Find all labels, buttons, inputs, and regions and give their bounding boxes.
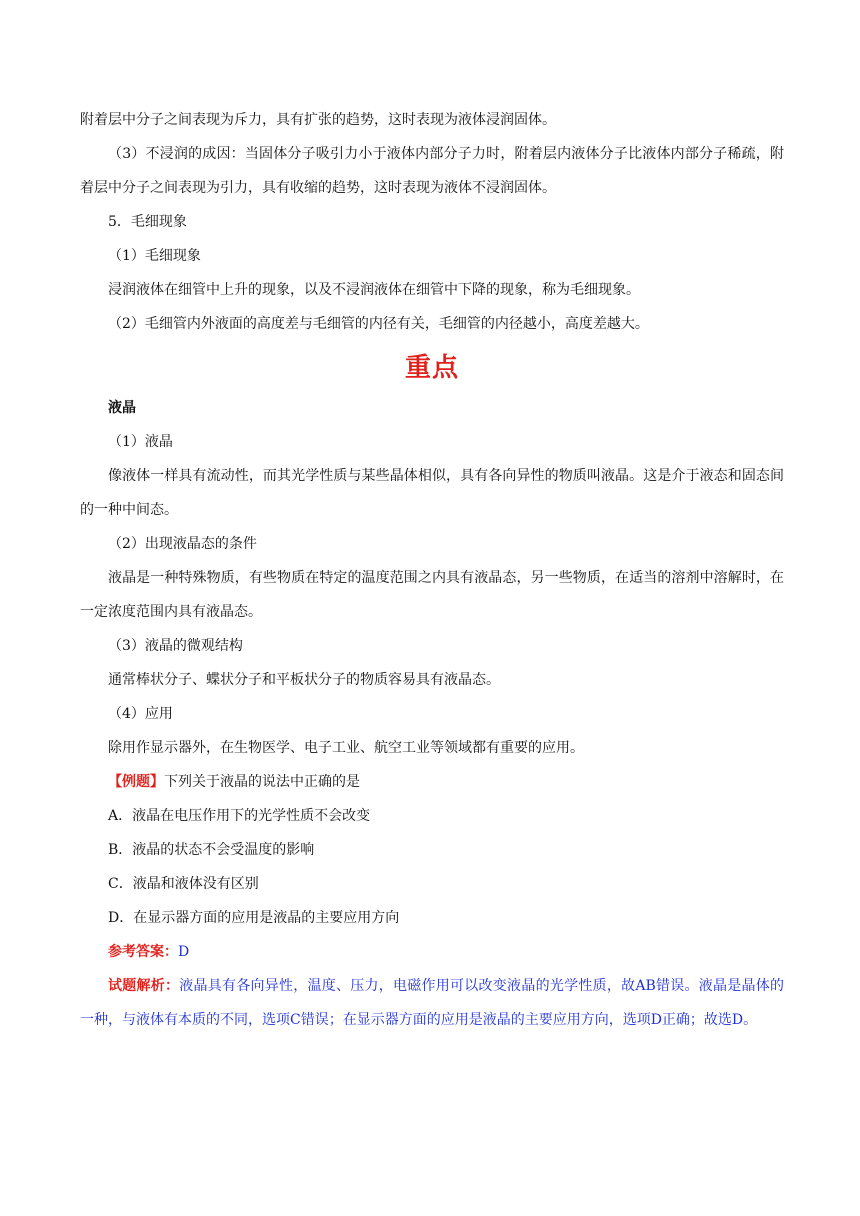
paragraph-lc-applications: 除用作显示器外，在生物医学、电子工业、航空工业等领域都有重要的应用。: [108, 740, 584, 756]
option-c: C．液晶和液体没有区别: [108, 876, 259, 892]
section-title-liquid-crystal: 液晶: [108, 400, 136, 416]
option-b: B．液晶的状态不会受温度的影响: [108, 842, 315, 858]
analysis-text: 液晶具有各向异性，温度、压力，电磁作用可以改变液晶的光学性质，故AB错误。液晶是晶体的一种，与液体有本质的不同，选项C错误；在显示器方面的应用是液晶的主要应用方向，选项D正确；故选D。: [80, 978, 784, 1028]
example-question-text: 下列关于液晶的说法中正确的是: [164, 774, 360, 790]
subsection-lc-4: （4）应用: [108, 706, 173, 722]
option-a: A．液晶在电压作用下的光学性质不会改变: [108, 808, 371, 824]
answer-value: D: [178, 944, 190, 960]
paragraph-lc-conditions: 液晶是一种特殊物质，有些物质在特定的温度范围之内具有液晶态，另一些物质，在适当的溶剂中溶解时，在一定浓度范围内具有液晶态。: [80, 570, 784, 620]
option-d: D．在显示器方面的应用是液晶的主要应用方向: [108, 910, 400, 926]
key-points-heading: 重点: [404, 353, 459, 383]
answer-label: 参考答案：: [108, 944, 178, 960]
section-title-capillary: 5．毛细现象: [108, 214, 187, 230]
analysis-label: 试题解析：: [108, 978, 180, 994]
answer-line: [80, 935, 784, 969]
analysis-paragraph: [80, 969, 784, 1037]
subsection-capillary-1: （1）毛细现象: [108, 248, 201, 264]
subsection-lc-1: （1）液晶: [108, 434, 173, 450]
subsection-capillary-2: （2）毛细管内外液面的高度差与毛细管的内径有关，毛细管的内径越小，高度差越大。: [108, 316, 649, 332]
subsection-lc-2: （2）出现液晶态的条件: [108, 536, 257, 552]
paragraph-non-wetting-cause: （3）不浸润的成因：当固体分子吸引力小于液体内部分子力时，附着层内液体分子比液体内部分子稀疏，附着层中分子之间表现为引力，具有收缩的趋势，这时表现为液体不浸润固体。: [80, 146, 784, 196]
paragraph-lc-definition: 像液体一样具有流动性，而其光学性质与某些晶体相似，具有各向异性的物质叫液晶。这是介于液态和固态间的一种中间态。: [80, 468, 784, 518]
paragraph-lc-structure: 通常棒状分子、蝶状分子和平板状分子的物质容易具有液晶态。: [108, 672, 500, 688]
paragraph-capillary-definition: 浸润液体在细管中上升的现象，以及不浸润液体在细管中下降的现象，称为毛细现象。: [108, 282, 640, 298]
example-tag: 【例题】: [108, 774, 164, 790]
example-question: [80, 765, 784, 799]
paragraph-wetting-end: 附着层中分子之间表现为斥力，具有扩张的趋势，这时表现为液体浸润固体。: [80, 112, 556, 128]
subsection-lc-3: （3）液晶的微观结构: [108, 638, 243, 654]
document-page: [80, 103, 784, 1037]
